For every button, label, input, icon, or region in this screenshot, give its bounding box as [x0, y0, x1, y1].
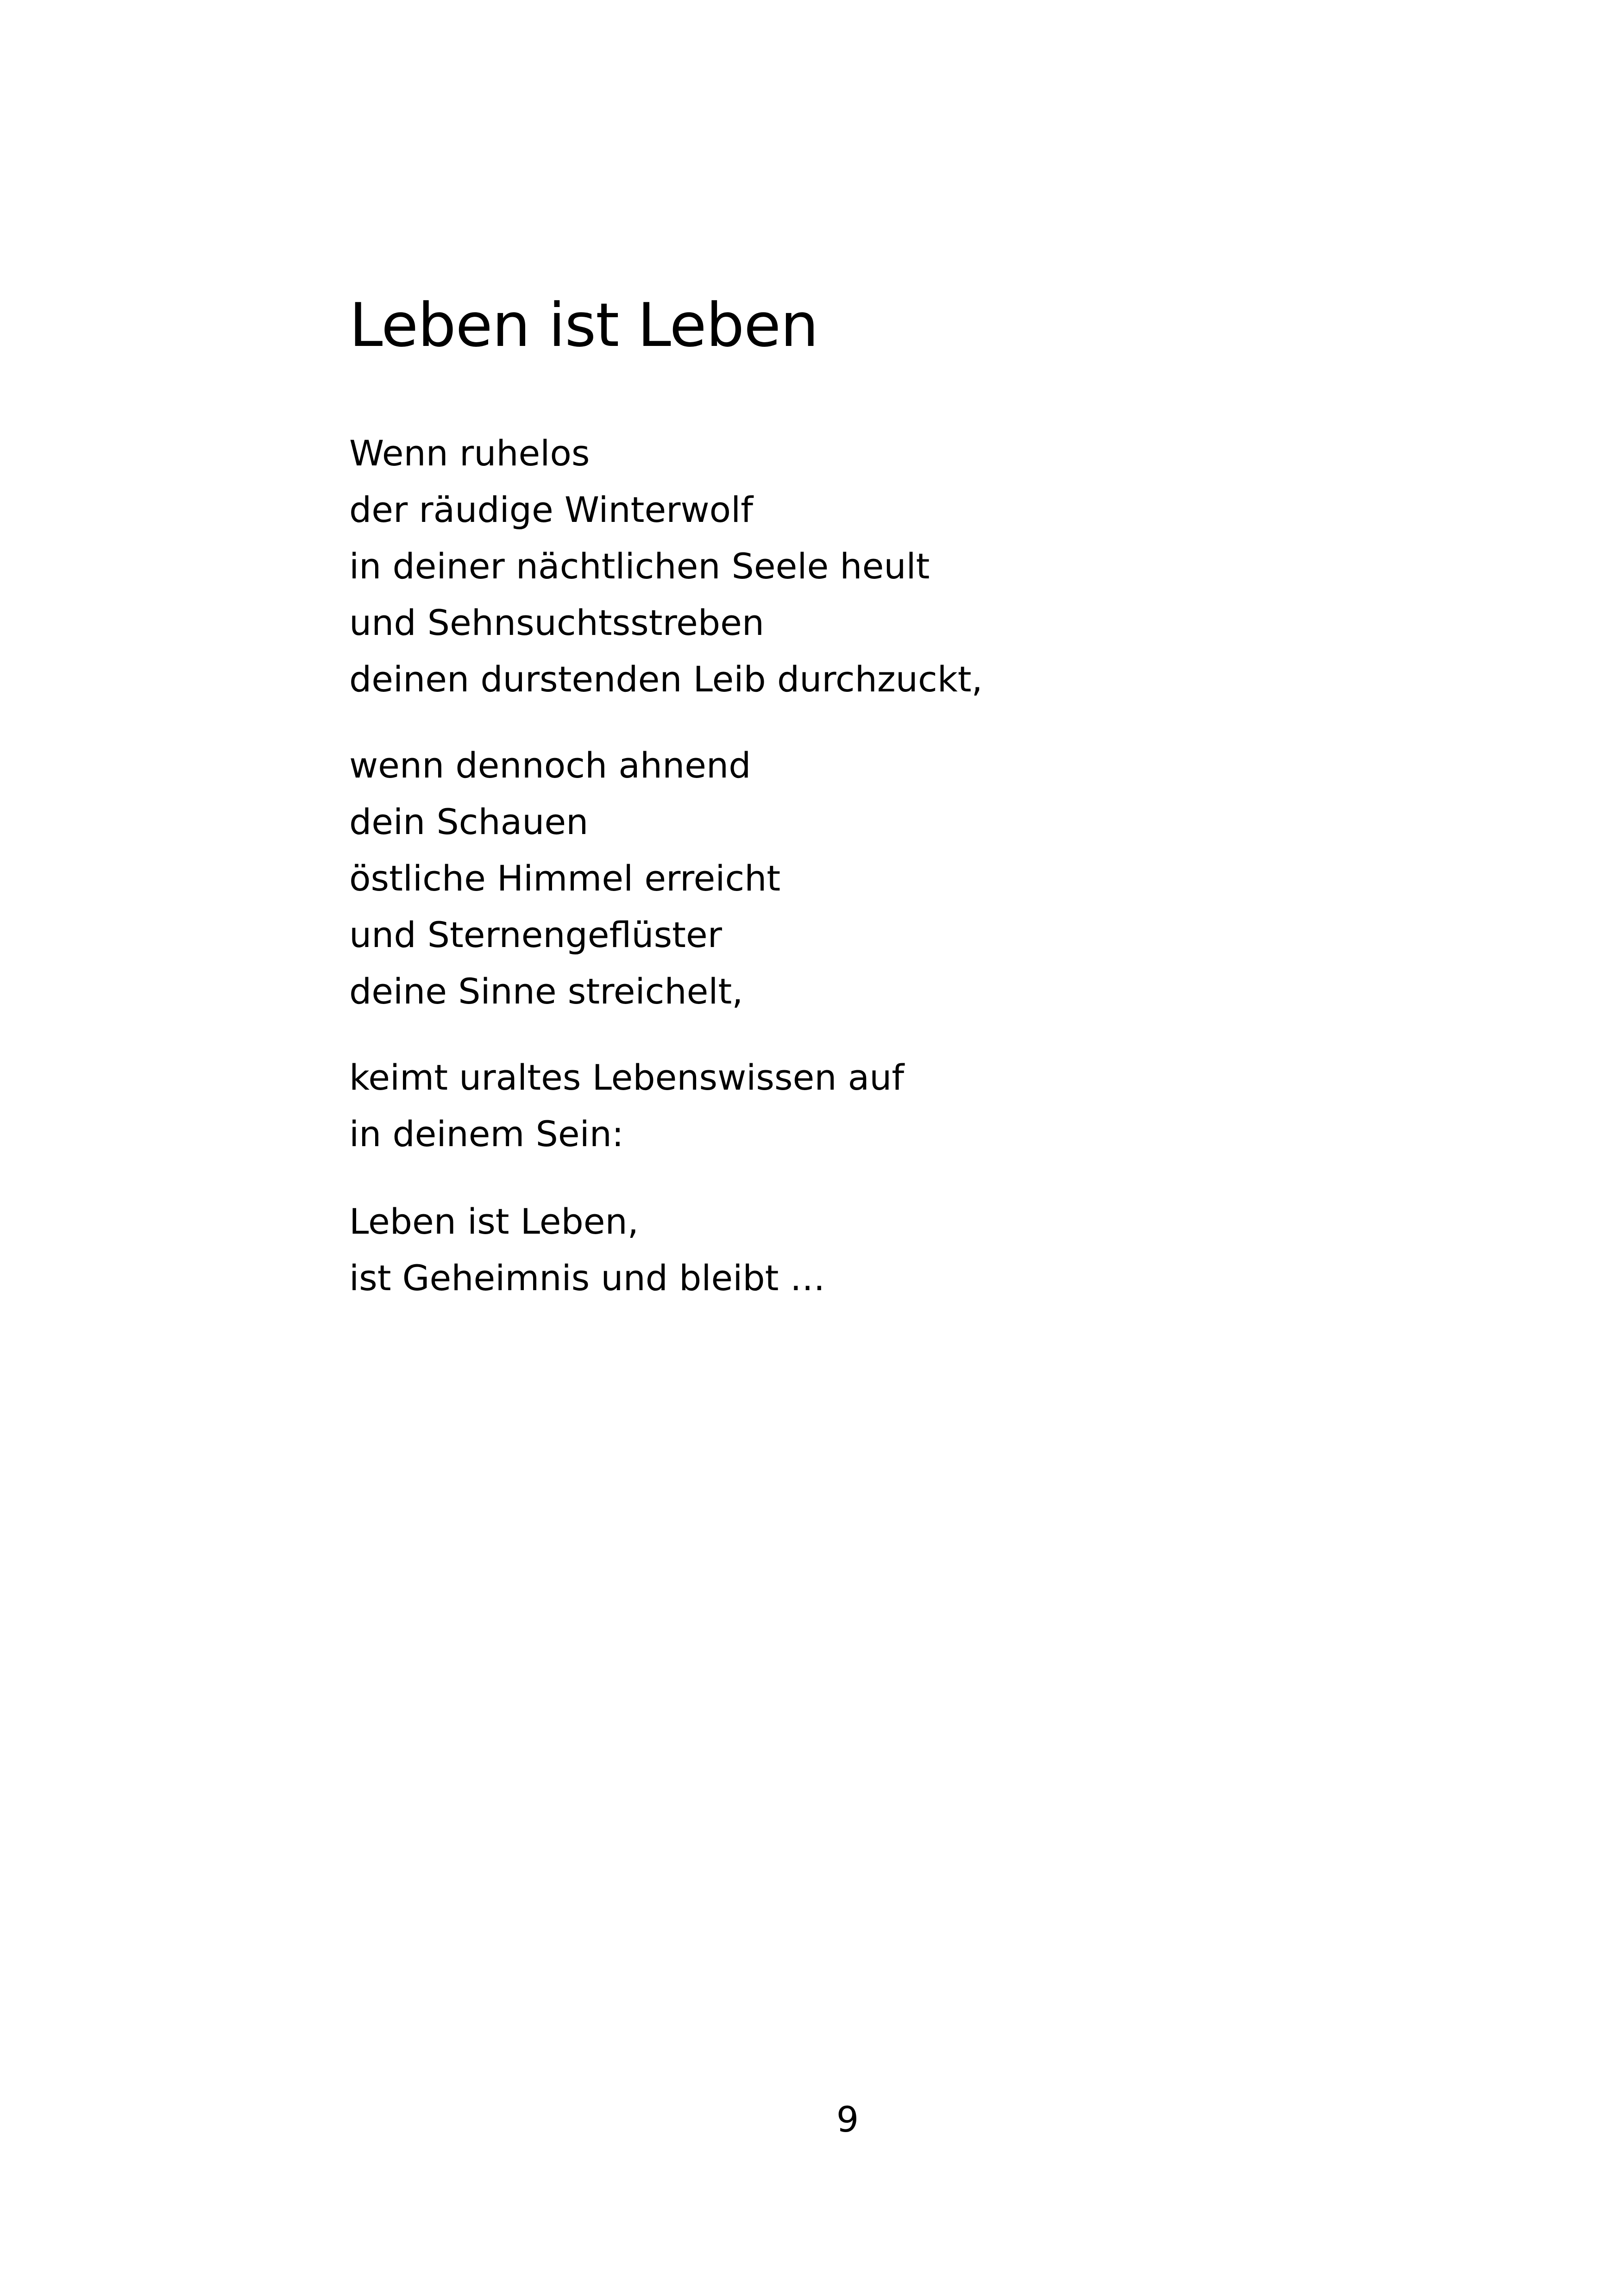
poem-line: in deiner nächtlichen Seele heult [349, 546, 930, 587]
poem-line: ist Geheimnis und bleibt … [349, 1257, 825, 1299]
poem-line: und Sternengeflüster [349, 914, 722, 955]
poem-line: und Sehnsuchtsstreben [349, 602, 765, 643]
poem-line: deine Sinne streichelt, [349, 971, 743, 1012]
poem-line: östliche Himmel erreicht [349, 858, 781, 899]
poem-line: Wenn ruhelos [349, 433, 590, 474]
stanza-3 [349, 1049, 904, 1162]
page-number: 9 [836, 2099, 859, 2140]
poem-line: wenn dennoch ahnend [349, 745, 751, 786]
poem-title: Leben ist Leben [349, 290, 818, 360]
poem-line: keimt uraltes Lebenswissen auf [349, 1057, 905, 1098]
poem-line: in deinem Sein: [349, 1113, 624, 1154]
poem-line: der räudige Winterwolf [349, 489, 753, 530]
poem-line: deinen durstenden Leib durchzuckt, [349, 659, 983, 700]
stanza-4 [349, 1193, 825, 1306]
stanza-2 [349, 737, 780, 1020]
stanza-1 [349, 425, 983, 708]
poem-line: Leben ist Leben, [349, 1201, 639, 1242]
poem-line: dein Schauen [349, 801, 589, 842]
